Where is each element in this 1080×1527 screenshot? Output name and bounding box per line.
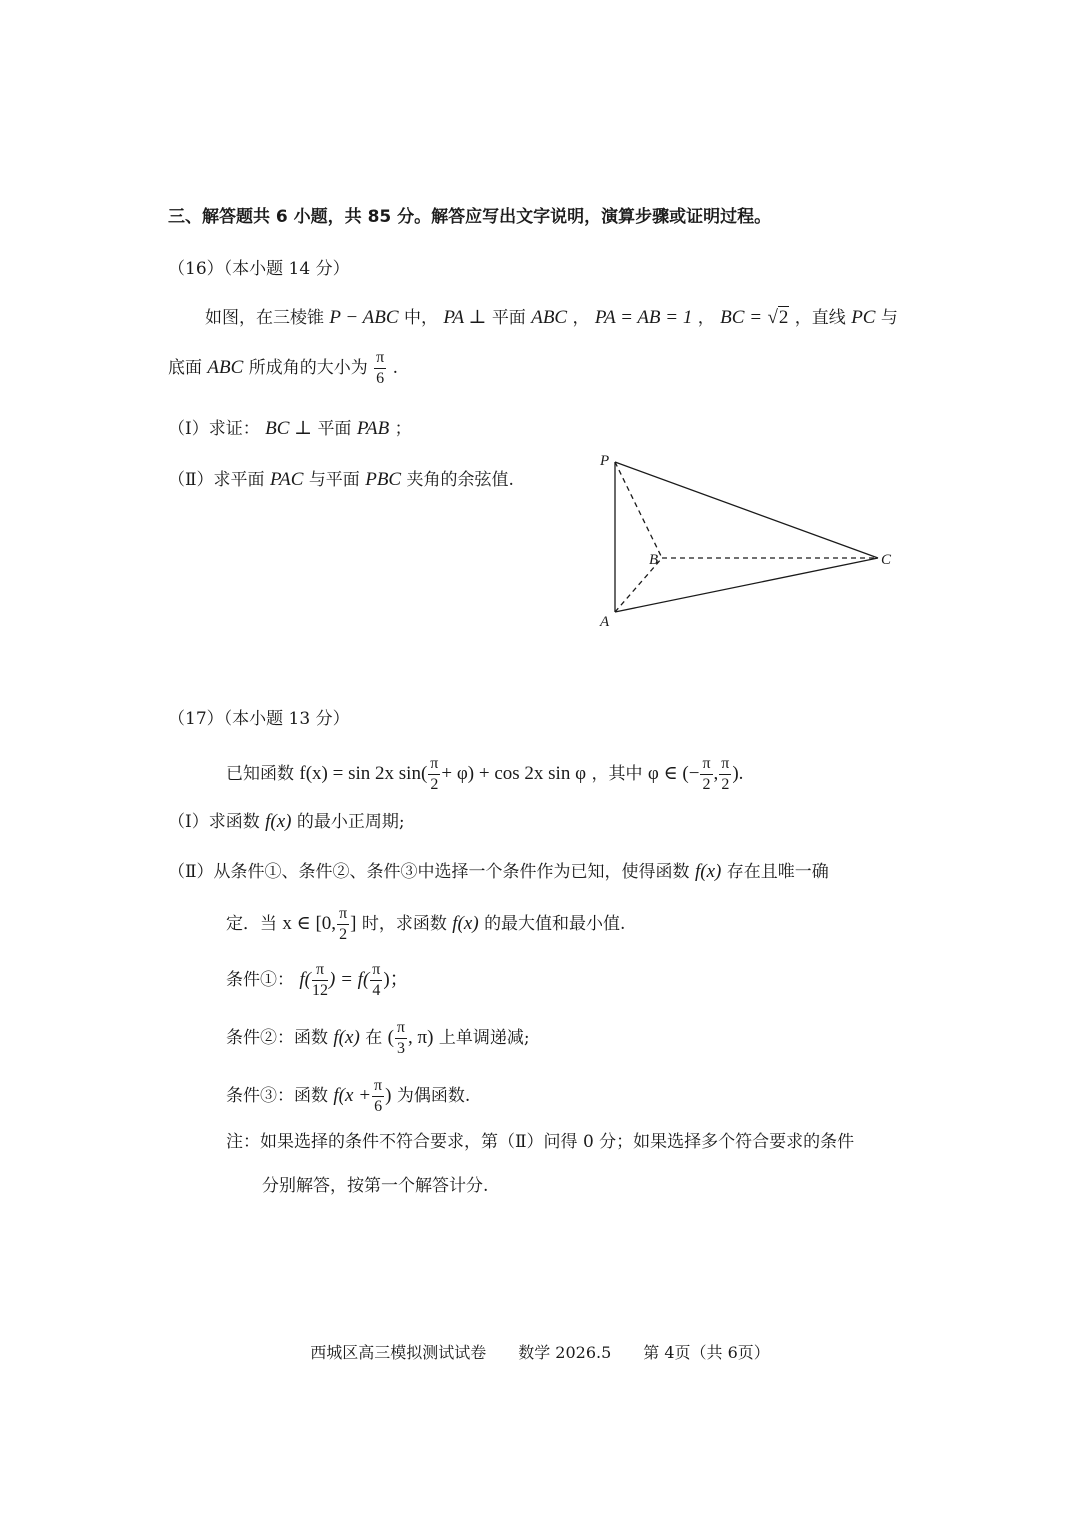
q16-expr-abc: ABC [207,357,244,378]
q17-expr: ). [732,763,744,784]
q17-text: 上单调递减; [438,1028,530,1048]
q16-part1 [168,419,412,438]
q17-text: 已知函数 [226,764,294,784]
q17-note-line1: 注：如果选择的条件不符合要求，第（Ⅱ）问得 0 分；如果选择多个符合要求的条件 [226,1132,855,1152]
q17-text: 时，求函数 [361,914,447,934]
fraction [374,350,386,387]
q16-expr-pc: PC [851,307,876,328]
q16-text: 所成角的大小为 [248,358,368,378]
q17-expr: ( [387,1027,394,1048]
q17-expr: )； [383,969,409,990]
q16-header: （16）（本小题 14 分） [168,259,350,279]
q17-text: （Ⅱ）从条件①、条件②、条件③中选择一个条件作为已知，使得函数 [168,862,690,882]
frac-num: π [374,350,386,369]
pyramid-figure [590,450,910,640]
frac-den: 12 [312,982,329,999]
frac-num: π [428,756,440,775]
q16-expr: PBC [365,469,402,490]
q16-stem-line2 [168,350,398,387]
q17-text: 条件②：函数 [226,1028,328,1048]
q17-expr: f( [299,969,312,990]
q16-text: 如图，在三棱锥 [205,308,324,328]
q16-expr: BC ⊥ [265,418,313,439]
q17-condition-3 [226,1078,470,1115]
q17-text: 在 [365,1028,383,1048]
q17-text: 为偶函数. [396,1086,471,1106]
q17-expr: f(x) [694,861,722,882]
q16-text: （Ⅱ）求平面 [168,470,265,490]
q16-expr-eq: PA = AB = 1 [594,307,693,328]
frac-num: π [719,756,731,775]
q16-text: ，直线 [794,308,846,328]
frac-num: π [337,906,349,925]
q17-expr: f(x) [265,811,292,832]
q17-text: 条件③：函数 [226,1086,328,1106]
page-footer: 西城区高三模拟测试试卷 数学 2026.5 第 4页（共 6页） [310,1343,770,1362]
q16-text: ， [697,308,715,328]
frac-den: 6 [374,1098,383,1115]
q16-text: （Ⅰ）求证： [168,419,260,439]
q17-expr: ) = f( [329,969,370,990]
q17-expr: , [713,763,719,784]
q17-header: （17）（本小题 13 分） [168,709,350,729]
q17-note-line2: 分别解答，按第一个解答计分. [262,1176,489,1196]
section-heading: 三、解答题共 6 小题，共 85 分。解答应写出文字说明，演算步骤或证明过程。 [168,207,772,227]
fraction [337,906,349,943]
q17-expr: f(x) = sin 2x sin( [299,763,428,784]
q17-text: （Ⅰ）求函数 [168,812,260,832]
frac-den: 2 [702,776,711,793]
q16-text: ， [572,308,590,328]
fraction [395,1020,407,1057]
q16-text: 与 [880,308,898,328]
q17-condition-1 [226,962,409,999]
fraction [372,1078,384,1115]
label-a: A [600,614,610,630]
q17-text: 的最小正周期; [296,812,405,832]
q17-text: 定．当 [226,914,277,934]
frac-den: 2 [339,926,348,943]
q17-text: 条件①： [226,970,294,990]
frac-num: π [370,962,382,981]
q17-condition-2 [226,1020,530,1057]
q16-expr: PAC [269,469,304,490]
fraction [428,756,440,793]
q17-expr: φ ∈ (− [647,763,700,784]
frac-den: 2 [721,776,730,793]
q16-text: 平面 [491,308,526,328]
label-b: B [649,552,659,568]
label-p: P [600,453,610,469]
q17-stem [226,756,743,793]
frac-den: 2 [430,776,439,793]
q16-text: . [392,358,398,378]
q16-expr-bc: BC = [720,307,763,328]
q16-text: ； [394,419,412,439]
q16-part2 [168,470,514,489]
sqrt-symbol: √2 [767,307,789,328]
q16-text: 中， [403,308,438,328]
q16-text: 与平面 [308,470,360,490]
q17-expr: ) [385,1085,392,1106]
frac-num: π [372,1078,384,1097]
q17-expr: f(x) [452,913,479,934]
frac-den: 4 [372,982,381,999]
frac-den: 6 [376,370,385,387]
fraction [700,756,712,793]
q16-text: 平面 [317,419,352,439]
q17-expr: + φ) + cos 2x sin φ [441,763,587,784]
q16-text: 夹角的余弦值. [406,470,514,490]
label-c: C [881,552,892,568]
frac-den: 3 [396,1040,405,1057]
q16-expr-perp: PA ⊥ [443,307,487,328]
fraction [370,962,382,999]
q17-expr: f(x + [333,1085,372,1106]
frac-num: π [395,1020,407,1039]
frac-num: π [700,756,712,775]
q16-expr-abc: ABC [531,307,568,328]
q17-part2-line1 [168,862,829,881]
q17-expr: x ∈ [0, [282,913,337,934]
q17-expr: , π) [408,1027,434,1048]
q17-expr: ] [350,913,357,934]
q17-part2-line2 [226,906,625,943]
q17-expr: f(x) [333,1027,360,1048]
q17-text: ，其中 [591,764,643,784]
q17-text: 存在且唯一确 [726,862,829,882]
q17-text: 的最大值和最小值. [484,914,626,934]
frac-num: π [312,962,328,981]
sqrt-radicand: 2 [778,307,789,328]
q16-expr-pabc: P − ABC [329,307,399,328]
q16-expr: PAB [356,418,390,439]
q17-part1 [168,812,405,831]
fraction [312,962,328,999]
fraction [719,756,731,793]
q16-text: 底面 [168,358,202,378]
q16-stem-line1 [205,308,898,327]
